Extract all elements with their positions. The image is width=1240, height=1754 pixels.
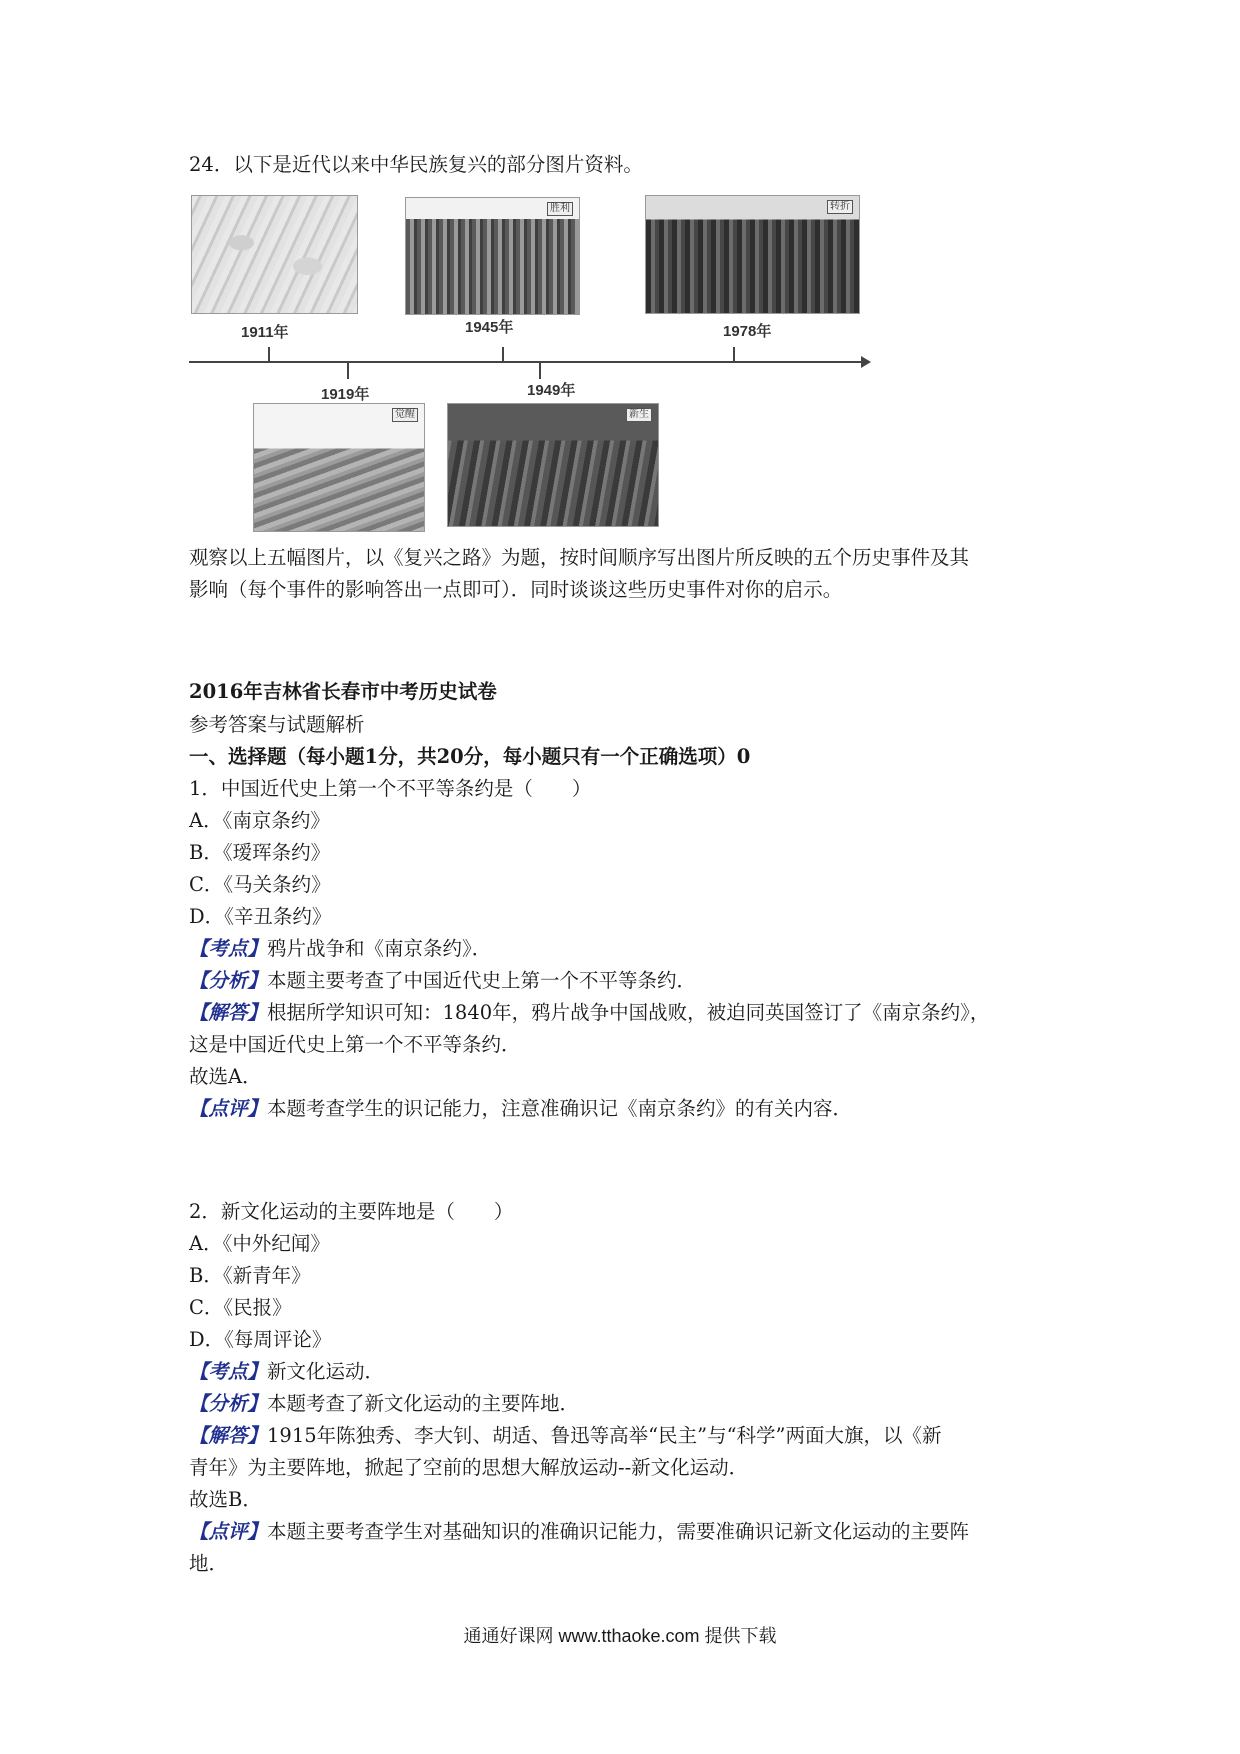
photo-caption: 新生 xyxy=(626,408,652,422)
timeline-axis xyxy=(189,361,865,363)
q1-option-c: C．《马关条约》 xyxy=(189,873,331,896)
page-footer: 通通好课网 www.tthaoke.com 提供下载 xyxy=(463,1626,777,1646)
q1-option-d: D．《辛丑条约》 xyxy=(189,905,332,928)
photo-1949-founding xyxy=(447,403,659,527)
answers-title: 2016年吉林省长春市中考历史试卷 xyxy=(189,680,497,703)
timeline-tick-1911 xyxy=(268,347,270,363)
q1-kaodian-text: 鸦片战争和《南京条约》． xyxy=(267,937,492,960)
q1-dianping-text: 本题考查学生的识记能力，注意准确识记《南京条约》的有关内容． xyxy=(267,1097,853,1120)
photo-caption: 觉醒 xyxy=(392,408,418,422)
q2-jieda-text-2: 青年》为主要阵地，掀起了空前的思想大解放运动--新文化运动． xyxy=(189,1456,749,1479)
q1-answer: 故选A． xyxy=(189,1065,262,1088)
photo-1919-may-fourth xyxy=(253,403,425,532)
q2-answer: 故选B． xyxy=(189,1488,262,1511)
photo-1945-victory xyxy=(405,197,580,315)
q1-jieda xyxy=(189,999,989,1027)
jieda-tag: 【解答】 xyxy=(189,1424,268,1447)
year-label-1911: 1911年 xyxy=(241,324,289,341)
question-24-task-line2: 影响（每个事件的影响答出一点即可）．同时谈谈这些历史事件对你的启示。 xyxy=(189,578,843,601)
year-label-1978: 1978年 xyxy=(723,323,772,340)
fenxi-tag: 【分析】 xyxy=(189,969,268,992)
timeline-tick-1978 xyxy=(733,347,735,363)
q2-stem: 2．新文化运动的主要阵地是（ ） xyxy=(189,1200,514,1223)
q2-fenxi xyxy=(189,1390,579,1418)
q1-fenxi-text: 本题主要考查了中国近代史上第一个不平等条约． xyxy=(267,969,697,992)
timeline-tick-1949 xyxy=(539,363,541,379)
photo-caption: 胜利 xyxy=(547,202,573,216)
year-label-1949: 1949年 xyxy=(527,382,576,399)
year-label-1945: 1945年 xyxy=(465,319,514,336)
fenxi-tag: 【分析】 xyxy=(189,1392,268,1415)
q2-dianping-text-2: 地． xyxy=(189,1552,229,1575)
timeline-figure xyxy=(189,193,869,535)
photo-caption: 转折 xyxy=(827,200,853,214)
q2-dianping-text-1: 本题主要考查学生对基础知识的准确识记能力，需要准确识记新文化运动的主要阵 xyxy=(267,1520,970,1543)
kaodian-tag: 【考点】 xyxy=(189,937,268,960)
q2-kaodian xyxy=(189,1358,384,1386)
q2-kaodian-text: 新文化运动． xyxy=(267,1360,385,1383)
photo-1911-revolution xyxy=(191,195,358,314)
q2-option-d: D．《每周评论》 xyxy=(189,1328,332,1351)
answers-subtitle: 参考答案与试题解析 xyxy=(189,713,365,736)
q1-dianping xyxy=(189,1095,852,1123)
q2-option-a: A．《中外纪闻》 xyxy=(189,1232,330,1255)
timeline-tick-1945 xyxy=(502,347,504,363)
q1-fenxi xyxy=(189,967,696,995)
dianping-tag: 【点评】 xyxy=(189,1097,268,1120)
q1-jieda-text-2: 这是中国近代史上第一个不平等条约． xyxy=(189,1033,521,1056)
q1-kaodian xyxy=(189,935,491,963)
q2-option-b: B．《新青年》 xyxy=(189,1264,311,1287)
kaodian-tag: 【考点】 xyxy=(189,1360,268,1383)
timeline-arrow-icon xyxy=(861,356,871,368)
q1-option-b: B．《瑷珲条约》 xyxy=(189,841,331,864)
question-24-task-line1: 观察以上五幅图片，以《复兴之路》为题，按时间顺序写出图片所反映的五个历史事件及其 xyxy=(189,546,970,569)
q1-jieda-text-1: 根据所学知识可知：1840年，鸦片战争中国战败，被迫同英国签订了《南京条约》， xyxy=(267,1001,990,1024)
question-24-stem: 24．以下是近代以来中华民族复兴的部分图片资料。 xyxy=(189,153,643,176)
photo-1978-turning-point xyxy=(645,195,860,314)
q2-jieda-text-1: 1915年陈独秀、李大钊、胡适、鲁迅等高举“民主”与“科学”两面大旗，以《新 xyxy=(267,1424,942,1447)
q2-option-c: C．《民报》 xyxy=(189,1296,292,1319)
timeline-tick-1919 xyxy=(347,363,349,379)
section-heading: 一、选择题（每小题1分，共20分，每小题只有一个正确选项）0 xyxy=(189,745,751,768)
year-label-1919: 1919年 xyxy=(321,386,370,403)
q1-stem: 1．中国近代史上第一个不平等条约是（ ） xyxy=(189,777,592,800)
q2-fenxi-text: 本题考查了新文化运动的主要阵地． xyxy=(267,1392,580,1415)
jieda-tag: 【解答】 xyxy=(189,1001,268,1024)
dianping-tag: 【点评】 xyxy=(189,1520,268,1543)
q1-option-a: A．《南京条约》 xyxy=(189,809,330,832)
q2-dianping xyxy=(189,1518,969,1546)
q2-jieda xyxy=(189,1422,942,1450)
